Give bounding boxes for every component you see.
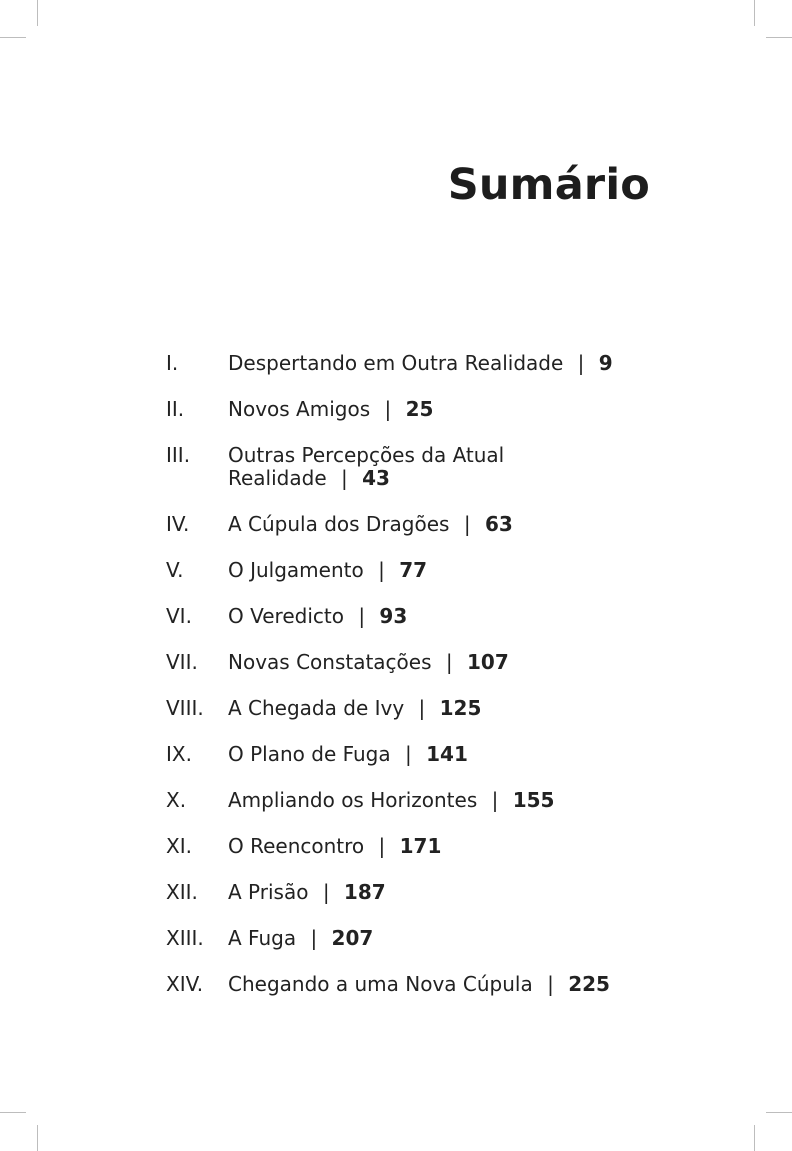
chapter-entry-text <box>228 605 666 628</box>
chapter-title: Ampliando os Horizontes <box>228 788 478 812</box>
chapter-title: O Reencontro <box>228 834 365 858</box>
chapter-entry-text <box>228 973 666 996</box>
page-number: 187 <box>343 880 386 904</box>
separator: | <box>378 558 385 582</box>
table-of-contents <box>166 352 666 1019</box>
chapter-number: I. <box>166 351 179 375</box>
crop-mark-bottom-left-vertical <box>37 1125 38 1151</box>
separator: | <box>384 397 392 421</box>
toc-entry <box>166 697 666 720</box>
crop-mark-bottom-left-horizontal <box>0 1112 26 1113</box>
chapter-number: XIV. <box>166 972 204 996</box>
crop-mark-top-right-vertical <box>754 0 755 26</box>
chapter-entry-text <box>228 513 666 536</box>
page-number: 155 <box>512 788 555 812</box>
chapter-entry-text <box>228 651 666 674</box>
page-number: 93 <box>379 604 408 628</box>
toc-entry <box>166 973 666 996</box>
separator: | <box>310 926 318 950</box>
page-number: 107 <box>466 650 509 674</box>
chapter-title: A Chegada de Ivy <box>228 696 405 720</box>
chapter-title: A Prisão <box>228 880 309 904</box>
separator: | <box>547 972 554 996</box>
chapter-number: VIII. <box>166 696 204 720</box>
page-number: 225 <box>568 972 610 996</box>
chapter-title: Despertando em Outra Realidade <box>228 351 564 375</box>
chapter-number: IV. <box>166 512 190 536</box>
chapter-number: V. <box>166 558 184 582</box>
chapter-entry-text <box>228 789 666 812</box>
toc-entry <box>166 513 666 536</box>
chapter-title: A Fuga <box>228 926 297 950</box>
page-number: 207 <box>331 926 374 950</box>
toc-entry <box>166 352 666 375</box>
separator: | <box>322 880 330 904</box>
page-number: 25 <box>405 397 434 421</box>
toc-entry <box>166 651 666 674</box>
chapter-number: X. <box>166 788 187 812</box>
page-number: 125 <box>439 696 482 720</box>
separator: | <box>378 834 386 858</box>
crop-mark-top-right-horizontal <box>766 37 792 38</box>
toc-entry <box>166 559 666 582</box>
chapter-number: XII. <box>166 880 198 904</box>
chapter-number: VII. <box>166 650 198 674</box>
chapter-entry-text <box>228 398 666 421</box>
chapter-title: Outras Percepções da Atual Realidade <box>228 443 505 490</box>
toc-entry <box>166 398 666 421</box>
separator: | <box>340 466 348 490</box>
page-number: 77 <box>399 558 428 582</box>
separator: | <box>418 696 426 720</box>
page-number: 43 <box>362 466 390 490</box>
separator: | <box>491 788 499 812</box>
crop-mark-bottom-right-vertical <box>754 1125 755 1151</box>
chapter-title: Novos Amigos <box>228 397 371 421</box>
chapter-entry-text <box>228 835 666 858</box>
chapter-entry-text <box>228 559 666 582</box>
crop-mark-top-left-vertical <box>37 0 38 26</box>
toc-entry <box>166 605 666 628</box>
chapter-number: XI. <box>166 834 192 858</box>
chapter-title: O Julgamento <box>228 558 364 582</box>
chapter-entry-text <box>228 352 666 375</box>
separator: | <box>358 604 366 628</box>
page-number: 9 <box>598 351 613 375</box>
crop-mark-top-left-horizontal <box>0 37 26 38</box>
chapter-entry-text <box>228 444 538 490</box>
toc-entry <box>166 789 666 812</box>
chapter-entry-text <box>228 927 666 950</box>
crop-mark-bottom-right-horizontal <box>766 1112 792 1113</box>
toc-entry <box>166 743 666 766</box>
chapter-number: VI. <box>166 604 192 628</box>
chapter-number: IX. <box>166 742 192 766</box>
chapter-entry-text <box>228 743 666 766</box>
toc-entry <box>166 927 666 950</box>
chapter-number: XIII. <box>166 926 204 950</box>
toc-entry <box>166 881 666 904</box>
toc-entry <box>166 444 666 490</box>
separator: | <box>405 742 412 766</box>
chapter-title: A Cúpula dos Dragões <box>228 512 450 536</box>
toc-entry <box>166 835 666 858</box>
chapter-entry-text <box>228 697 666 720</box>
separator: | <box>445 650 453 674</box>
chapter-entry-text <box>228 881 666 904</box>
chapter-title: Chegando a uma Nova Cúpula <box>228 972 533 996</box>
chapter-title: O Veredicto <box>228 604 344 628</box>
separator: | <box>463 512 471 536</box>
separator: | <box>577 351 585 375</box>
page-title: Sumário <box>447 160 650 210</box>
page-number: 141 <box>426 742 468 766</box>
page-number: 171 <box>399 834 442 858</box>
chapter-number: II. <box>166 397 185 421</box>
chapter-number: III. <box>166 443 191 467</box>
page-number: 63 <box>484 512 513 536</box>
chapter-title: Novas Constatações <box>228 650 432 674</box>
chapter-title: O Plano de Fuga <box>228 742 391 766</box>
